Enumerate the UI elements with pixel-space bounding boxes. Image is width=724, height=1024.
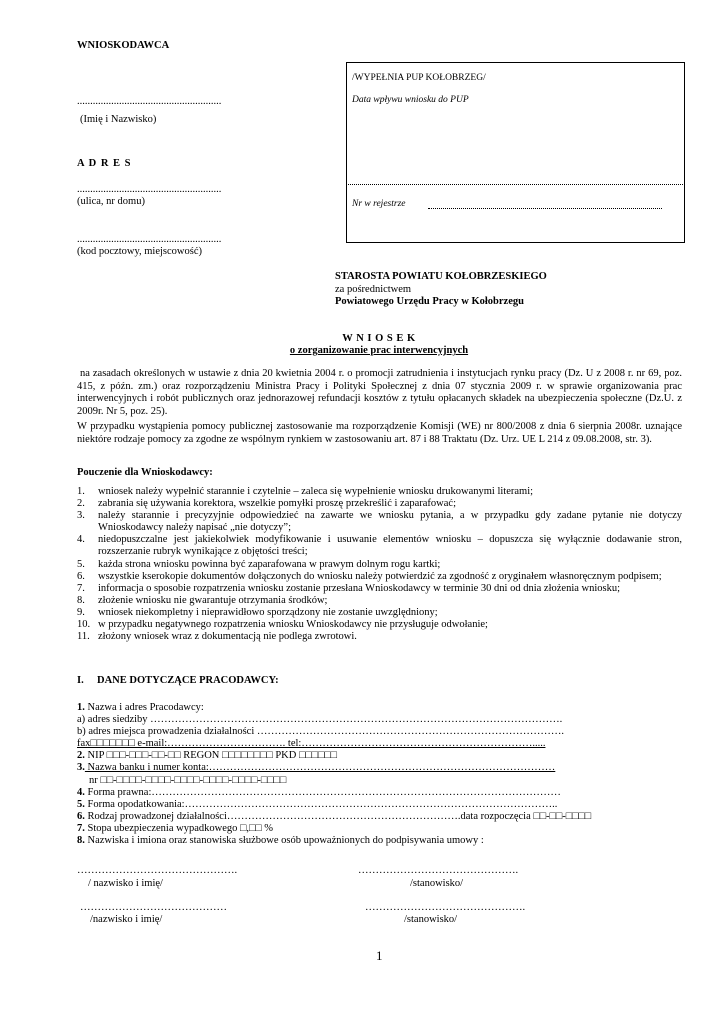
- signature-position-caption-2: /stanowisko/: [404, 914, 458, 925]
- form-line-contact[interactable]: fax□□□□□□□ e-mail:……………………………. tel:………………………………………………………….....: [77, 738, 546, 750]
- pup-registry-label: Nr w rejestrze: [352, 199, 406, 209]
- pup-date-label: Data wpływu wniosku do PUP: [352, 95, 469, 105]
- applicant-name-dots[interactable]: .......................................................: [77, 96, 222, 107]
- section1-title: DANE DOTYCZĄCE PRACODAWCY:: [97, 675, 279, 686]
- pup-box-header: /WYPEŁNIA PUP KOŁOBRZEG/: [352, 73, 486, 83]
- instruction-item: 5. każda strona wniosku powinna być zaparafowana w prawym dolnym rogu kartki;: [77, 558, 441, 570]
- postal-dots[interactable]: .......................................................: [77, 234, 222, 245]
- pup-registry-dots[interactable]: [428, 208, 662, 209]
- signature-name-dots-2[interactable]: ……………………………………: [80, 902, 227, 913]
- instruction-item: 4. niedopuszczalne jest jakiekolwiek modyfikowanie i usuwanie elementów wniosku – dopuszcza się wyłącznie dodawanie stron, rozszerzanie rubryk wynikające z objętości treści;: [77, 534, 682, 558]
- signature-position-caption-1: /stanowisko/: [410, 878, 464, 889]
- form-line-insurance[interactable]: 7. Stopa ubezpieczenia wypadkowego □,□□ %: [77, 822, 274, 834]
- document-title: W N I O S E K: [342, 333, 416, 344]
- instruction-item: 7. informacja o sposobie rozpatrzenia wniosku zostanie przesłana Wnioskodawcy w terminie 30 dni od dnia złożenia wniosku;: [77, 582, 621, 594]
- form-line-bank[interactable]: 3. Nazwa banku i numer konta:………………………………………………………………………………………: [77, 762, 556, 774]
- signature-position-dots-2[interactable]: ……………………………………….: [365, 902, 526, 913]
- intro-paragraph-1: na zasadach określonych w ustawie z dnia 20 kwietnia 2004 r. o promocji zatrudnienia i instytucjach rynku pracy (Dz. U z 2008 r. nr 69, poz. 415, z późn. zm.) oraz rozporządzeniu Ministra Pracy i Polityki Społecznej z dnia 07 stycznia 2009 r. w sprawie organizowania prac interwencyjnych i robót publicznych oraz jednorazowej refundacji kosztów z tytułu opłacanych składek na ubezpieczenia społeczne (Dz.U. z 2009r. Nr 5, poz. 25).: [77, 368, 682, 418]
- street-dots[interactable]: .......................................................: [77, 184, 222, 195]
- signature-name-caption-2: /nazwisko i imię/: [90, 914, 163, 925]
- pup-box-divider: [346, 184, 685, 185]
- postal-caption: (kod pocztowy, miejscowość): [77, 246, 202, 257]
- instruction-item: 8. złożenie wniosku nie gwarantuje otrzymania środków;: [77, 594, 328, 606]
- form-line-taxation[interactable]: 5. Forma opodatkowania:……………………………………………………………………………………………..: [77, 798, 558, 810]
- instruction-item: 2. zabrania się używania korektora, wszelkie pomyłki proszę przekreślić i zaparafować;: [77, 498, 456, 510]
- form-line-signatories: 8. Nazwiska i imiona oraz stanowiska służbowe osób upoważnionych do podpisywania umowy :: [77, 835, 484, 847]
- addressee-line1: STAROSTA POWIATU KOŁOBRZESKIEGO: [335, 271, 547, 282]
- instruction-item: 1. wniosek należy wypełnić starannie i czytelnie – zaleca się wypełnienie wniosku drukowanymi literami;: [77, 486, 534, 497]
- address-heading: A D R E S: [77, 158, 132, 169]
- form-line-name: 1. Nazwa i adres Pracodawcy:: [77, 702, 204, 713]
- pup-office-box: [346, 62, 685, 243]
- addressee-line2: za pośrednictwem: [335, 284, 412, 295]
- document-subtitle: o zorganizowanie prac interwencyjnych: [289, 345, 469, 356]
- instructions-list: [77, 486, 682, 643]
- addressee-line3: Powiatowego Urzędu Pracy w Kołobrzegu: [335, 296, 524, 307]
- form-line-business-address[interactable]: b) adres miejsca prowadzenia działalności …………………………………………………………………………….: [77, 726, 565, 738]
- employer-form: [77, 702, 687, 847]
- street-caption: (ulica, nr domu): [77, 196, 145, 207]
- intro-paragraph-2: W przypadku wystąpienia pomocy publicznej zastosowanie ma rozporządzenie Komisji (WE) nr 800/2008 z dnia 6 sierpnia 2008r. uznające niektóre rodzaje pomocy za zgodne ze wspólnym rynkiem w zastosowaniu art. 87 i 88 Traktatu (Dz. Urz. UE L 214 z 09.08.2008, str. 3).: [77, 421, 682, 445]
- signature-name-caption-1: / nazwisko i imię/: [88, 878, 163, 889]
- signature-name-dots-1[interactable]: ……………………………………….: [77, 865, 238, 876]
- form-line-legal-form[interactable]: 4. Forma prawna:………………………………………………………………………………………………………: [77, 786, 561, 798]
- signature-position-dots-1[interactable]: ……………………………………….: [358, 865, 519, 876]
- page-number: 1: [376, 948, 383, 963]
- applicant-name-caption: (Imię i Nazwisko): [80, 114, 157, 125]
- instruction-item: 10. w przypadku negatywnego rozpatrzenia wniosku Wnioskodawcy nie przysługuje odwołanie;: [77, 619, 488, 631]
- instruction-item: 3. należy starannie i precyzyjnie odpowiedzieć na zawarte we wniosku pytania, a w przypadku gdy zadane pytanie nie dotyczy Wnioskodawcy należy napisać „nie dotyczy”;: [77, 510, 682, 534]
- form-line-account[interactable]: nr □□-□□□□-□□□□-□□□□-□□□□-□□□□-□□□□: [89, 774, 287, 786]
- applicant-heading: WNIOSKODAWCA: [77, 40, 170, 51]
- instruction-item: 6. wszystkie kserokopie dokumentów dołączonych do wniosku należy potwierdzić za zgodność z oryginałem własnoręcznym podpisem;: [77, 570, 662, 582]
- form-line-activity[interactable]: 6. Rodzaj prowadzonej działalności………………………………………………………….data rozpoczęcia □□-□□-□□□□: [77, 810, 592, 822]
- instruction-item: 11. złożony wniosek wraz z dokumentacją nie podlega zwrotowi.: [77, 631, 357, 643]
- form-line-seat[interactable]: a) adres siedziby ……………………………………………………………………………………………………….: [77, 714, 563, 726]
- form-line-ids[interactable]: 2. NIP □□□-□□□-□□-□□ REGON □□□□□□□□ PKD □□□□□□: [77, 750, 338, 762]
- instruction-item: 9. wniosek niekompletny i nieprawidłowo sporządzony nie zostanie uwzględniony;: [77, 606, 438, 618]
- instructions-heading: Pouczenie dla Wnioskodawcy:: [77, 467, 213, 478]
- section1-number: I.: [77, 675, 84, 686]
